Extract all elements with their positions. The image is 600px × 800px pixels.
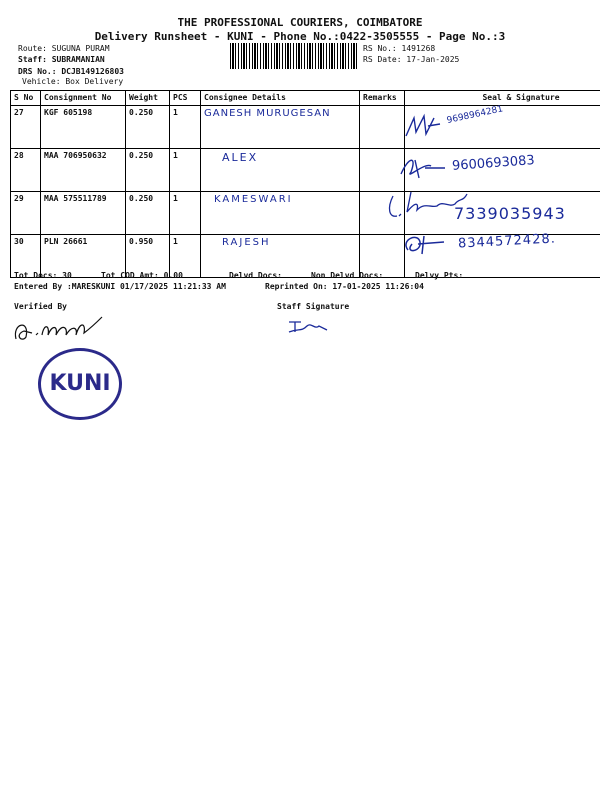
cell-pcs: 1: [170, 235, 201, 278]
cell-consignment: KGF 605198: [41, 106, 126, 149]
rs-number: RS No.: 1491268: [363, 44, 436, 53]
col-pcs: PCS: [170, 91, 201, 106]
cell-consignment: MAA 575511789: [41, 192, 126, 235]
delivered-docs: Delvd Docs:: [229, 271, 282, 280]
table-header-row: [11, 91, 600, 106]
cell-consignee: [201, 106, 360, 149]
company-title: THE PROFESSIONAL COURIERS, COIMBATORE: [177, 16, 423, 29]
cell-sno: 28: [11, 149, 41, 192]
table-row: [11, 106, 600, 149]
signature-scribble-row-28: [395, 152, 455, 182]
cell-consignee: [201, 149, 360, 192]
cell-consignee: [201, 192, 360, 235]
cell-weight: 0.250: [126, 106, 170, 149]
route-label: Route: SUGUNA PURAM: [18, 44, 110, 53]
cell-sno: 30: [11, 235, 41, 278]
col-weight: Weight: [126, 91, 170, 106]
consignee-handwriting: GANESH MURUGESAN: [204, 108, 331, 119]
non-delivered-docs: Non Delvd Docs:: [311, 271, 384, 280]
delivery-points: Delvy Pts:: [415, 271, 464, 280]
col-remarks: Remarks: [360, 91, 405, 106]
phone-handwriting: 9698964281: [445, 104, 505, 126]
kuni-stamp: KUNI: [38, 348, 122, 420]
verifier-signature: [10, 313, 110, 347]
cell-weight: 0.950: [126, 235, 170, 278]
runsheet-subtitle: Delivery Runsheet - KUNI - Phone No.:0422-3505555 - Page No.:3: [94, 30, 506, 43]
col-consignee: Consignee Details: [201, 91, 360, 106]
delivery-table: [10, 90, 600, 278]
cell-weight: 0.250: [126, 149, 170, 192]
cell-sno: 29: [11, 192, 41, 235]
cell-pcs: 1: [170, 149, 201, 192]
verified-by-label: Verified By: [14, 302, 67, 311]
phone-handwriting: 7339035943: [454, 204, 566, 223]
barcode-image: [230, 43, 357, 69]
cell-pcs: 1: [170, 192, 201, 235]
signature-scribble-row-30: [398, 230, 454, 258]
col-sno: S No: [11, 91, 41, 106]
total-cod-amount: Tot COD Amt: 0.00: [101, 271, 183, 280]
consignee-handwriting: KAMESWARI: [214, 194, 293, 205]
cell-consignment: PLN 26661: [41, 235, 126, 278]
col-consignment: Consignment No: [41, 91, 126, 106]
total-docs: Tot Docs: 30: [14, 271, 72, 280]
staff-signature-scribble: [285, 316, 331, 336]
reprinted-on: Reprinted On: 17-01-2025 11:26:04: [265, 282, 424, 291]
cell-remarks: [360, 106, 405, 149]
col-signature: Seal & Signature: [405, 91, 600, 106]
rs-date: RS Date: 17-Jan-2025: [363, 55, 460, 64]
staff-label: Staff: SUBRAMANIAN: [18, 55, 105, 64]
phone-handwriting: 8344572428.: [457, 231, 557, 252]
cell-weight: 0.250: [126, 192, 170, 235]
entered-by: Entered By :MARESKUNI 01/17/2025 11:21:33 AM: [14, 282, 226, 291]
drs-number: DRS No.: DCJB149126803: [18, 67, 124, 76]
cell-pcs: 1: [170, 106, 201, 149]
staff-signature-label: Staff Signature: [277, 302, 350, 311]
cell-consignment: MAA 706950632: [41, 149, 126, 192]
cell-sno: 27: [11, 106, 41, 149]
vehicle-label: Vehicle: Box Delivery: [22, 77, 124, 86]
phone-handwriting: 9600693083: [451, 153, 536, 174]
consignee-handwriting: RAJESH: [222, 237, 271, 248]
consignee-handwriting: ALEX: [222, 151, 259, 164]
